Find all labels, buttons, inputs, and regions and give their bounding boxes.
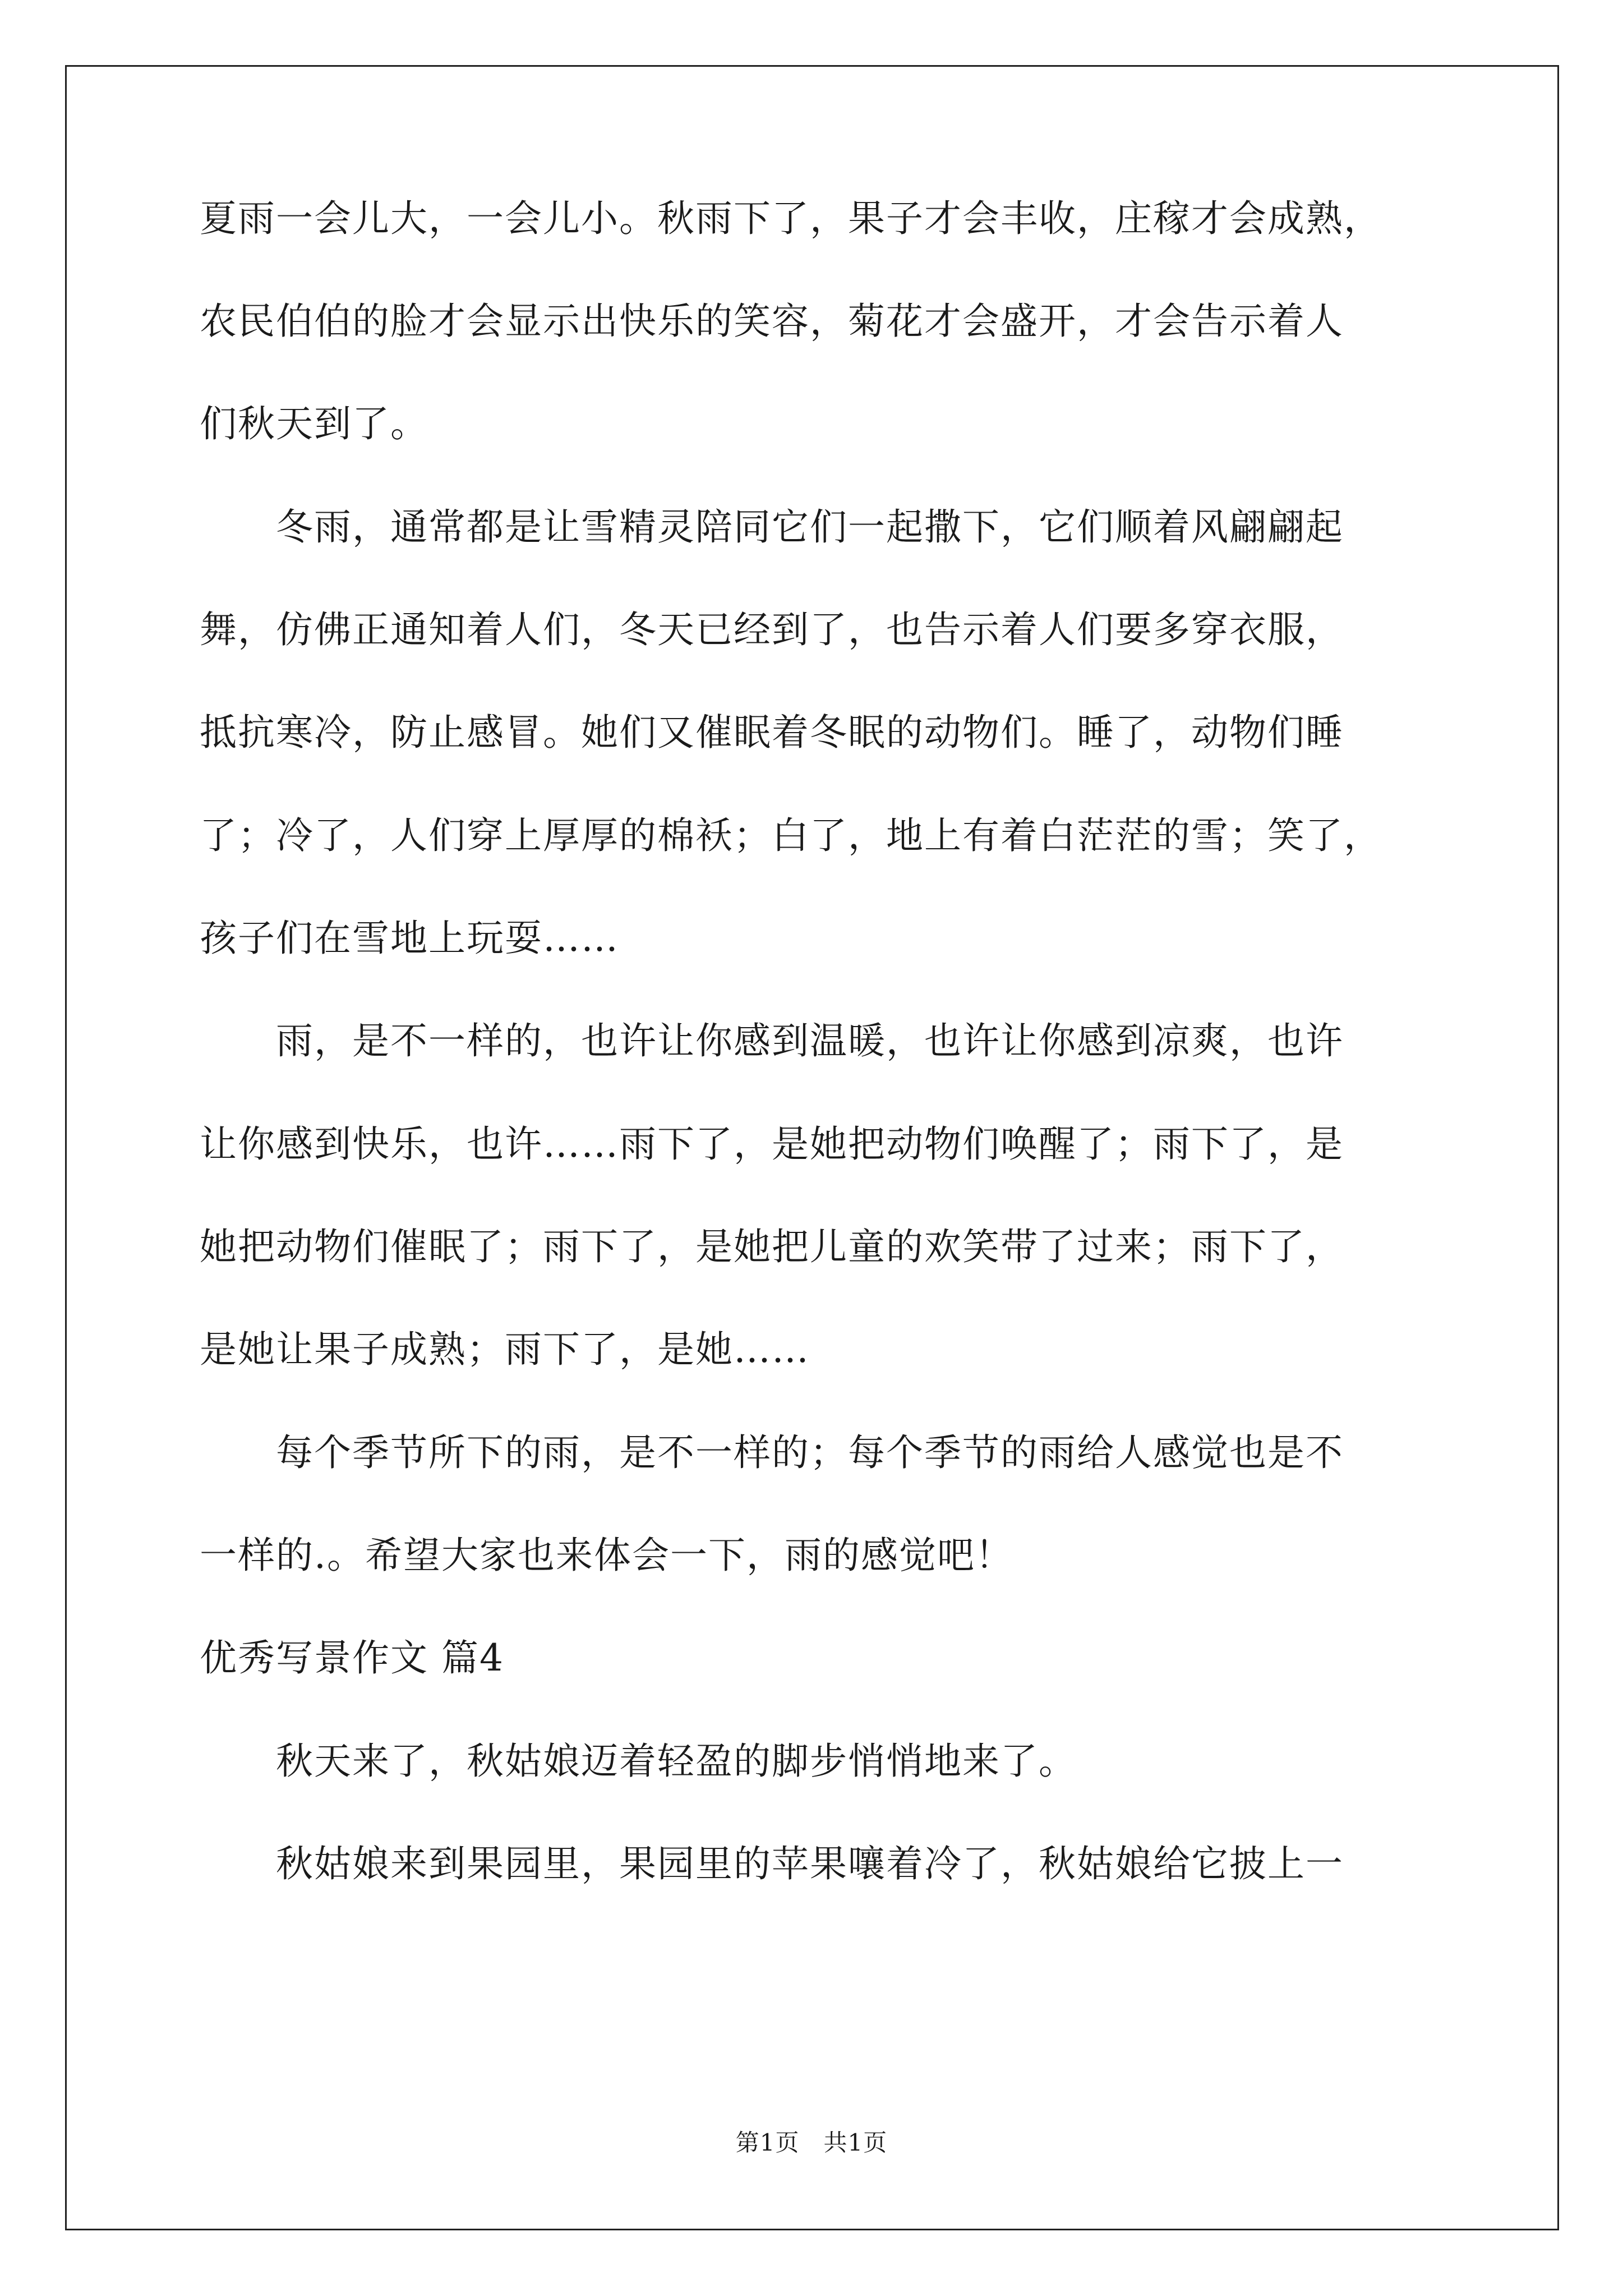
text-line: 她把动物们催眠了；雨下了，是她把儿童的欢笑带了过来；雨下了， (200, 1225, 1344, 1268)
text-line: 秋天来了，秋姑娘迈着轻盈的脚步悄悄地来了。 (200, 1740, 1077, 1783)
text-line: 抵抗寒冷，防止感冒。她们又催眠着冬眠的动物们。睡了，动物们睡 (200, 711, 1344, 754)
text-line: 冬雨，通常都是让雪精灵陪同它们一起撒下，它们顺着风翩翩起 (200, 505, 1344, 549)
text-line: 雨，是不一样的，也许让你感到温暖，也许让你感到凉爽，也许 (200, 1019, 1344, 1062)
text-line: 让你感到快乐，也许……雨下了，是她把动物们唤醒了；雨下了，是 (200, 1122, 1344, 1166)
text-line: 们秋天到了。 (200, 402, 428, 445)
text-line: 一样的.。希望大家也来体会一下，雨的感觉吧！ (200, 1534, 1013, 1577)
section-heading: 优秀写景作文 篇4 (200, 1636, 504, 1680)
text-line: 每个季节所下的雨，是不一样的；每个季节的雨给人感觉也是不 (200, 1431, 1344, 1474)
page-number-footer: 第1页 共1页 (735, 2129, 888, 2156)
text-line: 秋姑娘来到果园里，果园里的苹果嚷着冷了，秋姑娘给它披上一 (200, 1842, 1344, 1885)
text-line: 舞，仿佛正通知着人们，冬天已经到了，也告示着人们要多穿衣服， (200, 608, 1344, 651)
text-line: 是她让果子成熟；雨下了，是她…… (200, 1328, 810, 1371)
text-line: 农民伯伯的脸才会显示出快乐的笑容，菊花才会盛开，才会告示着人 (200, 300, 1344, 343)
text-line: 夏雨一会儿大，一会儿小。秋雨下了，果子才会丰收，庄稼才会成熟， (200, 197, 1382, 240)
text-line: 孩子们在雪地上玩耍…… (200, 917, 619, 960)
text-line: 了；冷了，人们穿上厚厚的棉袄；白了，地上有着白茫茫的雪；笑了， (200, 814, 1382, 857)
